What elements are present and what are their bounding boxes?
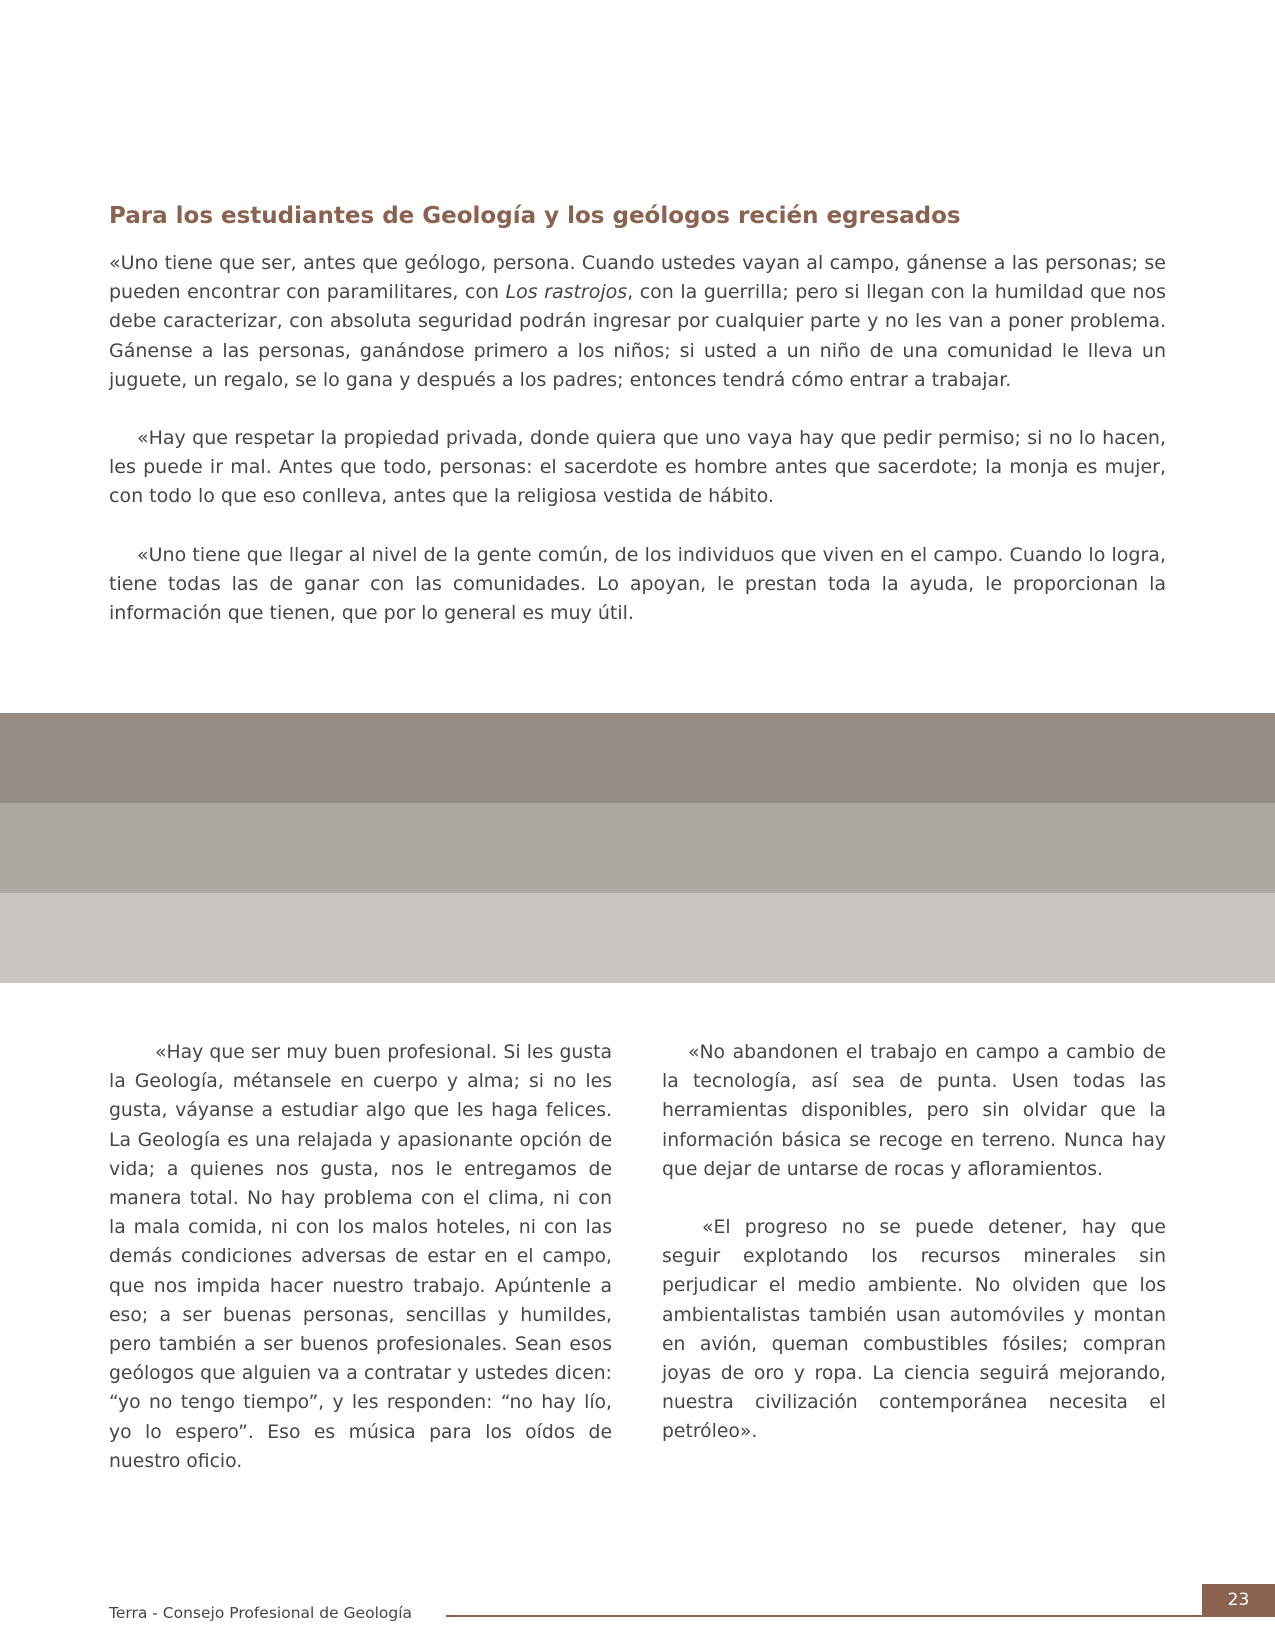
right-column — [662, 1038, 1166, 1447]
intro-paragraph-1-italic: Los rastrojos — [505, 281, 628, 304]
right-column-paragraph-1: «No abandonen el trabajo en campo a cambio de la tecnología, así sea de punta. Usen todas las herramientas disponibles, pero sin olvidar que la información básica se recoge en terreno. Nunca hay que dejar de untarse de rocas y afloramientos. — [662, 1042, 1166, 1180]
decorative-band-medium — [0, 803, 1275, 893]
intro-paragraph-2: «Hay que respetar la propiedad privada, donde quiera que uno vaya hay que pedir permiso; si no lo hacen, les puede ir mal. Antes que todo, personas: el sacerdote es hombre antes que sacerdote; la monja es mujer, con todo lo que eso conlleva, antes que la religiosa vestida de hábito. — [109, 427, 1166, 508]
left-column-paragraph-1: «Hay que ser muy buen profesional. Si les gusta la Geología, métansele en cuerpo y alma; si no les gusta, váyanse a estudiar algo que les haga felices. La Geología es una relajada y apasionante opción de vida; a quienes nos gusta, nos le entregamos de manera total. No hay problema con el clima, ni con la mala comida, ni con los malos hoteles, ni con las demás condiciones adversas de estar en el campo, que nos impida hacer nuestro trabajo. Apúntenle a eso; a ser buenas personas, sencillas y humildes, pero también a ser buenos profesionales. Sean esos geólogos que alguien va a contratar y ustedes dicen: “yo no tengo tiempo”, y les responden: “no hay lío, yo lo espero”. Eso es música para los oídos de nuestro oficio. — [109, 1042, 612, 1472]
page-number: 23 — [1202, 1584, 1275, 1617]
right-column-paragraph-2: «El progreso no se puede detener, hay que seguir explotando los recursos minerales sin perjudicar el medio ambiente. No olviden que los ambientalistas también usan automóviles y montan en avión, queman combustibles fósiles; compran joyas de oro y ropa. La ciencia seguirá mejorando, nuestra civilización contemporánea necesita el petróleo». — [662, 1217, 1166, 1443]
decorative-band-dark — [0, 713, 1275, 803]
intro-paragraph-1 — [109, 249, 1166, 395]
footer-publication: Terra - Consejo Profesional de Geología — [109, 1604, 413, 1622]
intro-text — [109, 249, 1166, 628]
intro-paragraph-1-end: , con la guerrilla; pero si llegan con la humildad que nos debe caracterizar, con absoluta seguridad podrán ingresar por cualquier parte y no les van a poner problema. Gánense a las personas, ganándose primero a los niños; si usted a un niño de una comunidad le lleva un juguete, un regalo, se lo gana y después a los padres; entonces tendrá cómo entrar a trabajar. — [109, 281, 1166, 391]
left-column — [109, 1038, 612, 1476]
intro-paragraph-3: «Uno tiene que llegar al nivel de la gente común, de los individuos que viven en el campo. Cuando lo logra, tiene todas las de ganar con las comunidades. Lo apoyan, le prestan toda la ayuda, le proporcionan la información que tienen, que por lo general es muy útil. — [109, 543, 1166, 625]
decorative-band-light — [0, 893, 1275, 983]
footer-rule — [446, 1615, 1202, 1617]
section-heading: Para los estudiantes de Geología y los geólogos recién egresados — [109, 203, 961, 229]
intro-paragraph-1-start: «Uno tiene que ser, antes que geólogo, persona. Cuando ustedes vayan al campo, gánense a las personas; se pueden encontrar con paramilitares, con — [109, 252, 1166, 304]
